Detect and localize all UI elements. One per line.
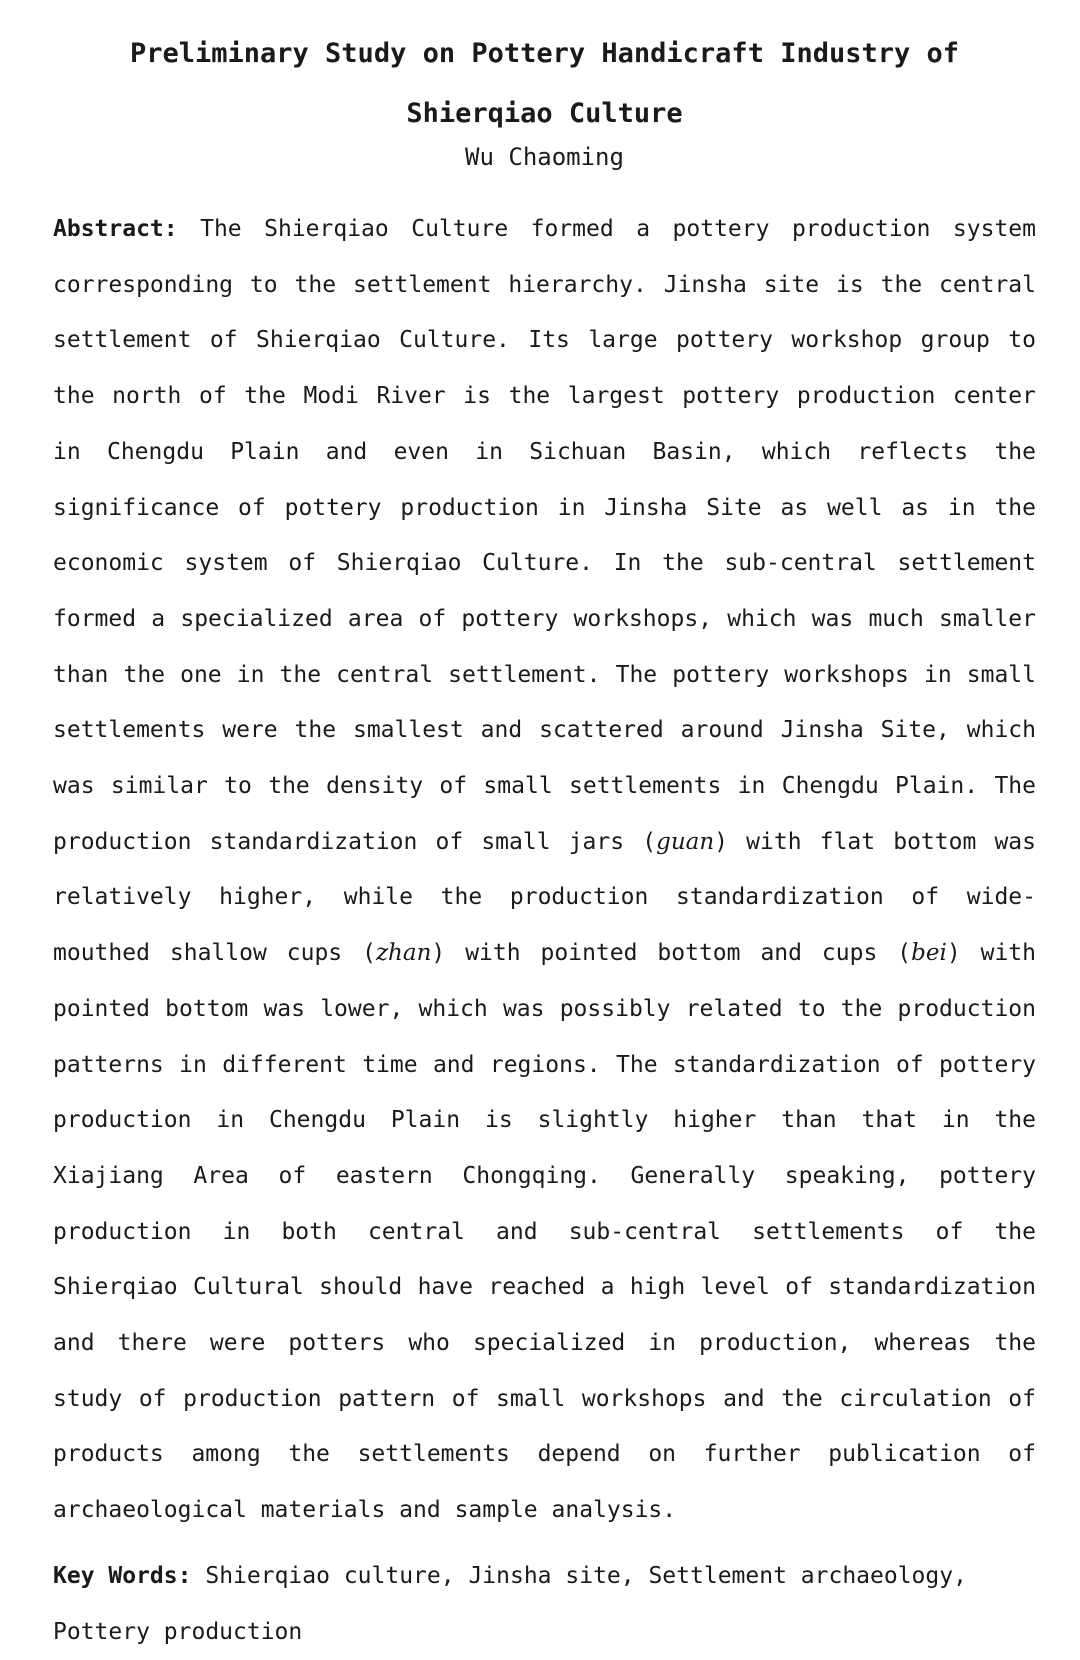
keywords-label: Key Words: [53, 1562, 192, 1589]
abstract-text-part-2: ) with flat bottom was relatively higher, while the production standardization of wide-mouthed shallow cups ( [53, 828, 1036, 967]
keywords-text: Shierqiao culture, Jinsha site, Settlement archaeology, Pottery production [53, 1562, 967, 1645]
paper-title: Preliminary Study on Pottery Handicraft Industry of Shierqiao Culture [129, 38, 960, 129]
keywords-paragraph [53, 1549, 1036, 1660]
term-bei: bei [911, 940, 947, 967]
abstract-label: Abstract: [53, 216, 178, 242]
abstract-text-part-3: ) with pointed bottom and cups ( [431, 940, 912, 967]
abstract-paragraph [53, 202, 1036, 1539]
term-guan: guan [656, 828, 715, 855]
abstract-text-part-1: The Shierqiao Culture formed a pottery production system corresponding to the settlement hierarchy. Jinsha site is the central settlement of Shierqiao Culture. Its large pottery workshop group to the north of the Modi River is the largest pottery production center in Chengdu Plain and even in Sichuan Basin, which reflects the significance of pottery production in Jinsha Site as well as in the economic system of Shierqiao Culture. In the sub-central settlement formed a specialized area of pottery workshops, which was much smaller than the one in the central settlement. The pottery workshops in small settlements were the smallest and scattered around Jinsha Site, which was similar to the density of small settlements in Chengdu Plain. The production standardization of small jars ( [53, 216, 1036, 855]
abstract-text-part-4: ) with pointed bottom was lower, which was possibly related to the production patterns in different time and regions. The standardization of pottery production in Chengdu Plain is slightly higher than that in the Xiajiang Area of eastern Chongqing. Generally speaking, pottery production in both central and sub-central settlements of the Shierqiao Cultural should have reached a high level of standardization and there were potters who specialized in production, whereas the study of production pattern of small workshops and the circulation of products among the settlements depend on further publication of archaeological materials and sample analysis. [53, 940, 1036, 1524]
term-zhan: zhan [375, 940, 432, 967]
author-name: Wu Chaoming [465, 143, 624, 171]
